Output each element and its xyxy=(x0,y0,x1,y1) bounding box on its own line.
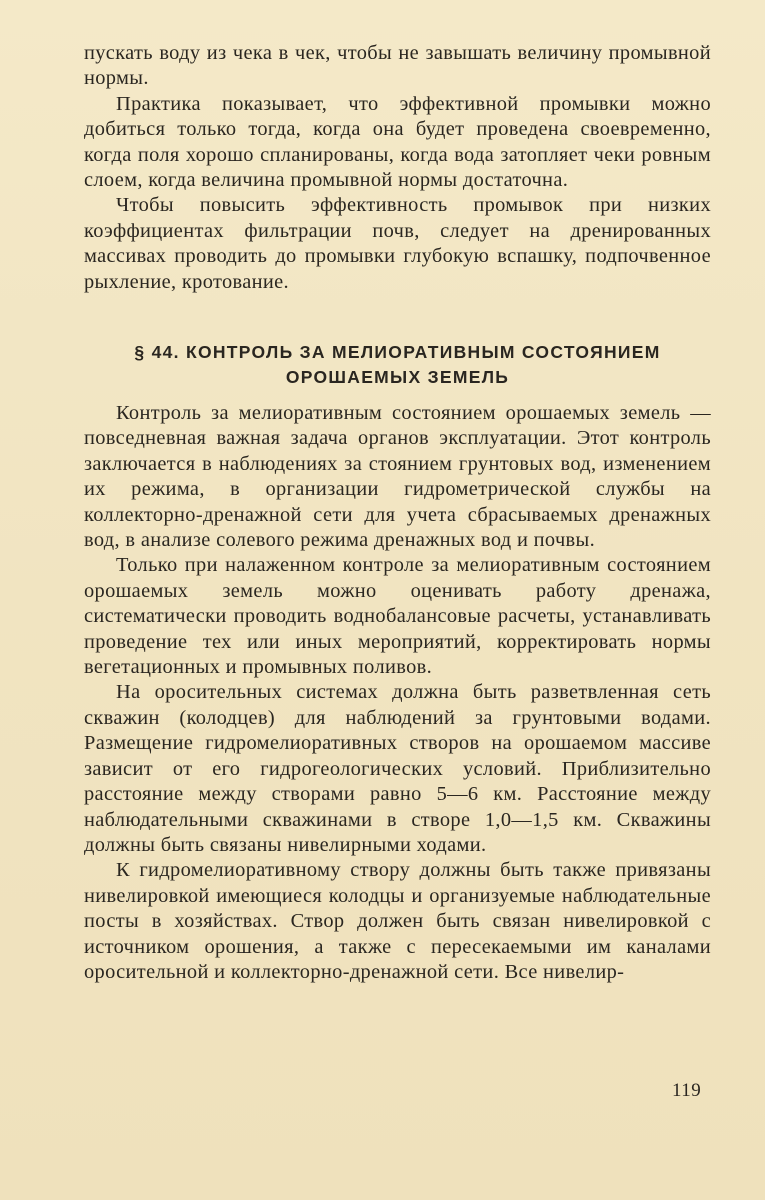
paragraph-continuation: пускать воду из чека в чек, чтобы не завышать величину промывной нормы. xyxy=(84,42,711,90)
section-heading-line2: ОРОШАЕМЫХ ЗЕМЕЛЬ xyxy=(285,367,510,387)
page-number: 119 xyxy=(672,1080,702,1101)
paragraph-drainage-assessment: Только при налаженном контроле за мелиоративным состоянием орошаемых земель можно оценивать работу дренажа, систематически проводить воднобалансовые расчеты, устанавливать проведение тех или иных мероприятий, корректировать нормы вегетационных и промывных поливов. xyxy=(84,554,711,679)
section-heading-line1: § 44. КОНТРОЛЬ ЗА МЕЛИОРАТИВНЫМ СОСТОЯНИЕМ xyxy=(134,342,661,362)
top-text-block xyxy=(84,41,711,295)
paragraph-well-network: На оросительных системах должна быть разветвленная сеть скважин (колодцев) для наблюдений за грунтовыми водами. Размещение гидромелиоративных створов на орошаемом массиве зависит от его гидрогеологических условий. Приблизительно расстояние между створами равно 5—6 км. Расстояние между наблюдательными скважинами в створе 1,0—1,5 км. Скважины должны быть связаны нивелирными ходами. xyxy=(84,681,711,856)
section-text-block xyxy=(84,401,711,985)
paragraph-efficiency: Чтобы повысить эффективность промывок при низких коэффициентах фильтрации почв, следует на дренированных массивах проводить до промывки глубокую вспашку, подпочвенное рыхление, кротование. xyxy=(84,194,711,293)
paragraph-leveling: К гидромелиоративному створу должны быть также привязаны нивелировкой имеющиеся колодцы и организуемые наблюдательные посты в хозяйствах. Створ должен быть связан нивелировкой с источником орошения, а также с пересекаемыми им каналами оросительной и коллекторно-дренажной сети. Все нивелир- xyxy=(84,859,711,983)
section-heading xyxy=(84,340,711,390)
paragraph-control-task: Контроль за мелиоративным состоянием орошаемых земель — повседневная важная задача органов эксплуатации. Этот контроль заключается в наблюдениях за стоянием грунтовых вод, изменением их режима, в организации гидрометрической службы на коллекторно-дренажной сети для учета сбрасываемых дренажных вод, в анализе солевого режима дренажных вод и почвы. xyxy=(84,402,711,552)
paragraph-practice: Практика показывает, что эффективной промывки можно добиться только тогда, когда она будет проведена своевременно, когда поля хорошо спланированы, когда вода затопляет чеки ровным слоем, когда величина промывной нормы достаточна. xyxy=(84,92,711,192)
